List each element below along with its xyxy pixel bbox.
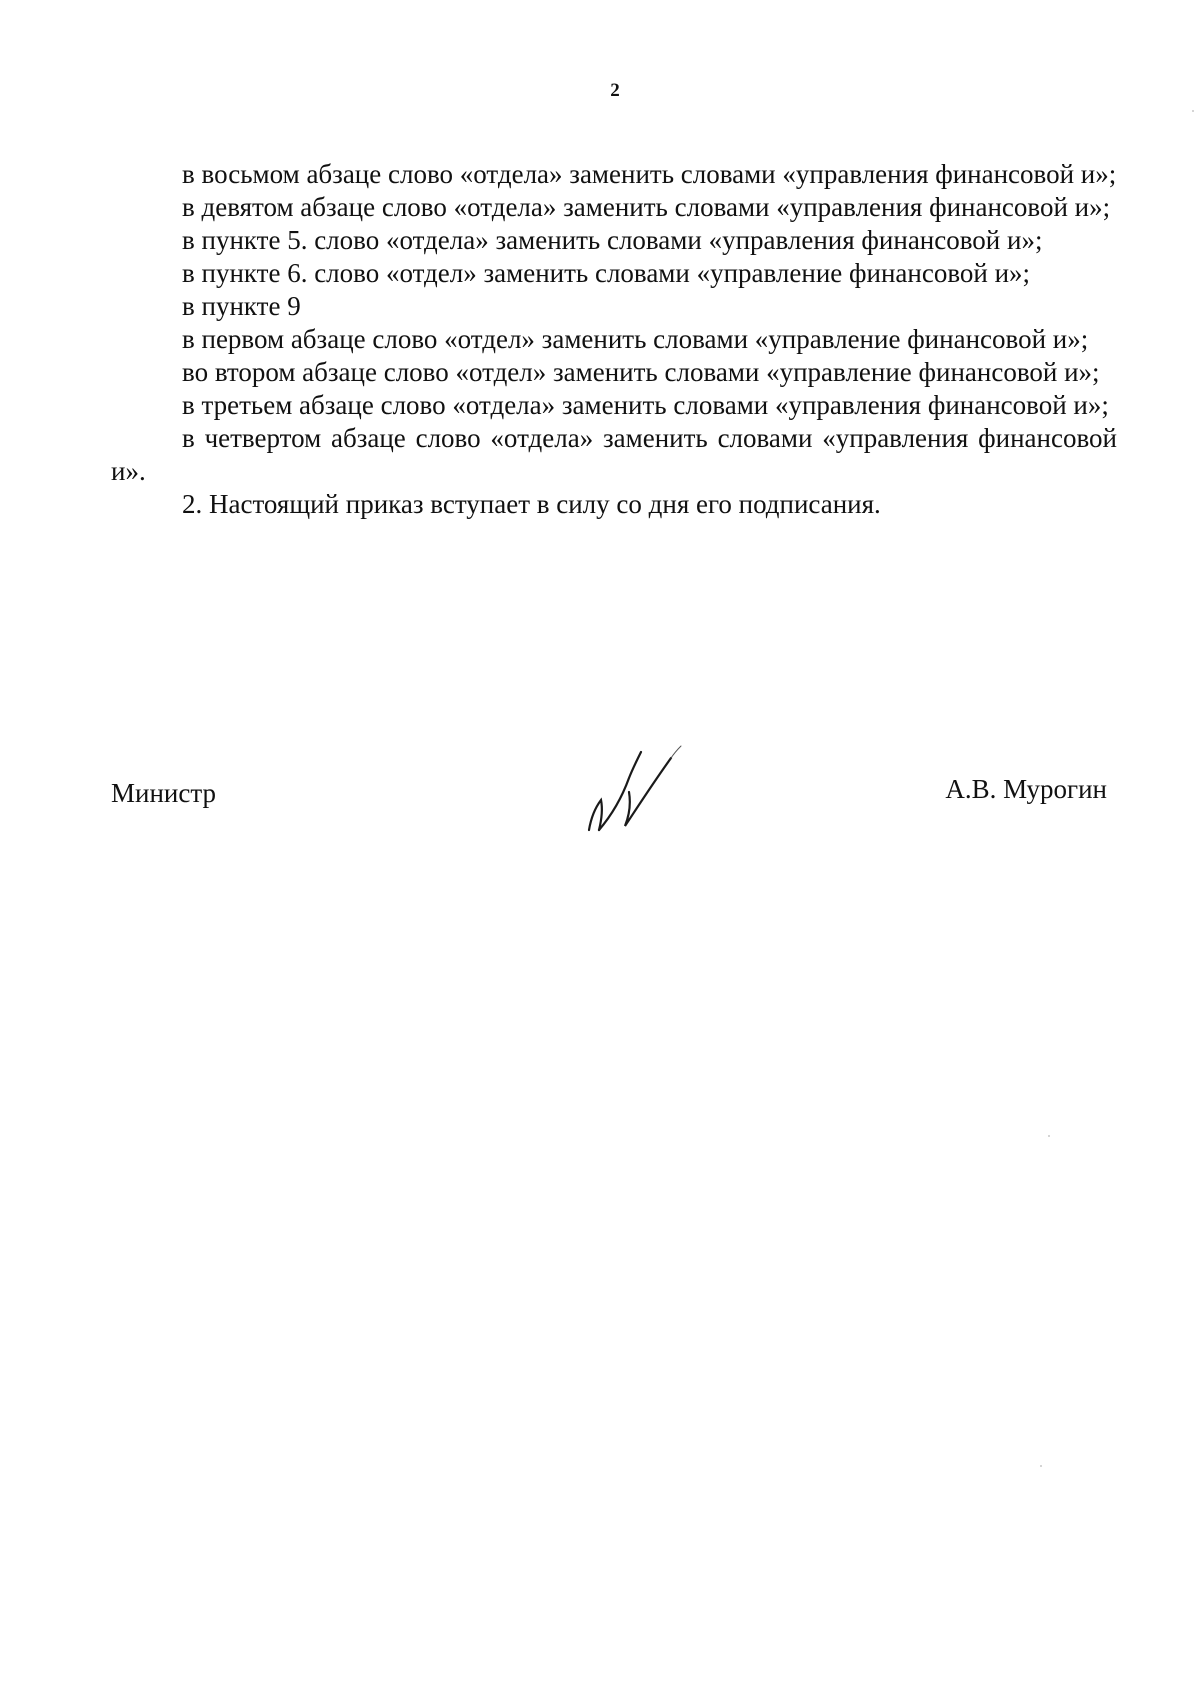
signatory-title: Министр: [111, 778, 216, 808]
paragraph: в восьмом абзаце слово «отдела» заменить словами «управления финансовой и»;: [182, 159, 1117, 189]
handwritten-signature: [571, 730, 691, 850]
signatory-name: А.В. Мурогин: [945, 774, 1107, 804]
paragraph: в четвертом абзаце слово «отдела» заменить словами «управления финансовой и».: [111, 423, 1117, 486]
paragraph: во втором абзаце слово «отдел» заменить словами «управление финансовой и»;: [182, 357, 1100, 387]
paragraph: в пункте 6. слово «отдел» заменить словами «управление финансовой и»;: [182, 258, 1031, 288]
paragraph: в пункте 5. слово «отдела» заменить словами «управления финансовой и»;: [182, 225, 1043, 255]
paragraph: в девятом абзаце слово «отдела» заменить словами «управления финансовой и»;: [182, 192, 1111, 222]
paragraph: в пункте 9: [182, 291, 301, 321]
paragraph: в третьем абзаце слово «отдела» заменить словами «управления финансовой и»;: [182, 390, 1109, 420]
page-number: 2: [610, 80, 620, 101]
scan-speck: [1040, 1465, 1042, 1467]
document-body: [111, 158, 1117, 521]
scan-speck: [1048, 1135, 1050, 1137]
scan-speck: [1192, 110, 1194, 112]
closing-paragraph: 2. Настоящий приказ вступает в силу со дня его подписания.: [182, 489, 881, 519]
paragraph: в первом абзаце слово «отдел» заменить словами «управление финансовой и»;: [182, 324, 1089, 354]
signature-block: [111, 770, 1117, 870]
